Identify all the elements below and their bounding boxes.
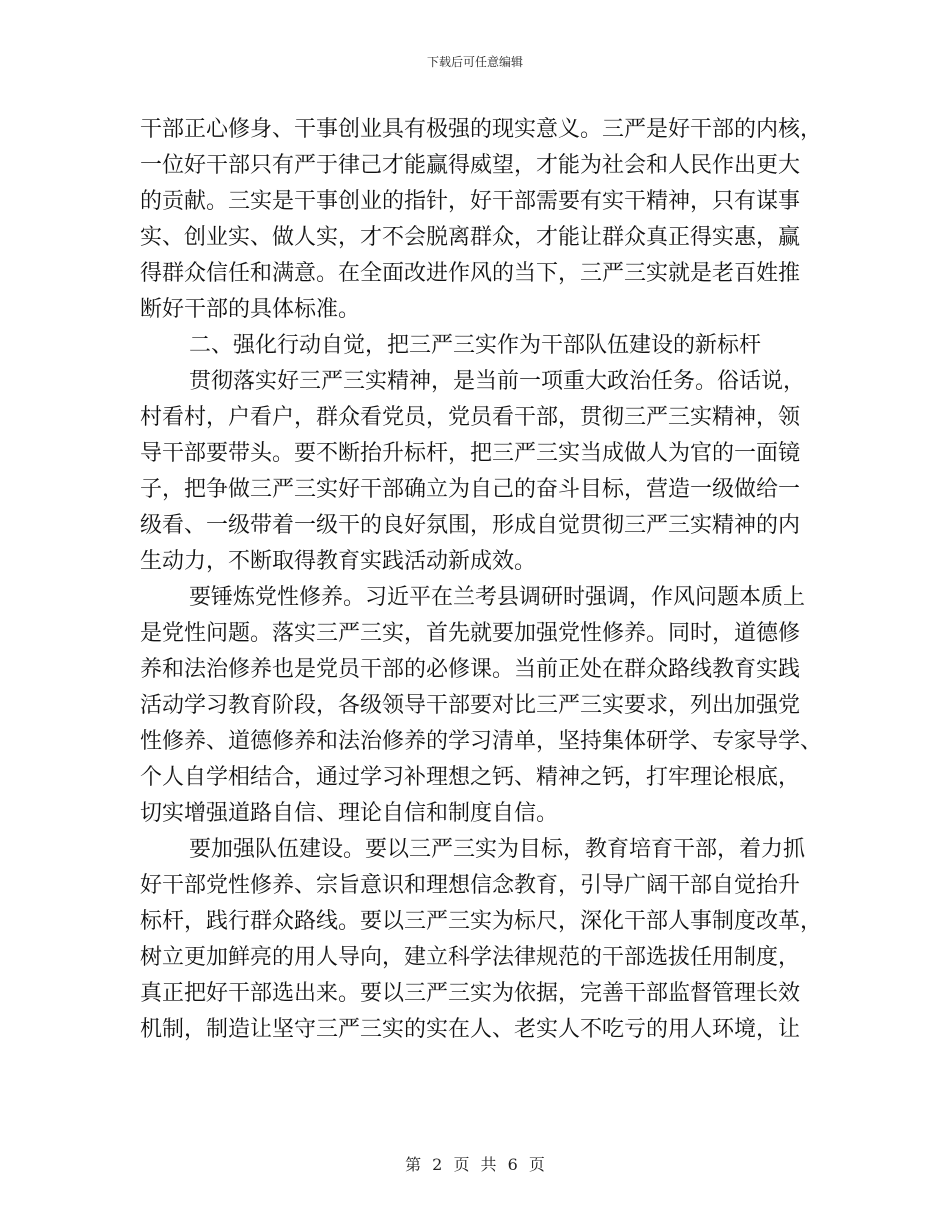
- text-line: 贯彻落实好三严三实精神，是当前一项重大政治任务。俗话说，: [189, 369, 806, 394]
- text-line: 要加强队伍建设。要以三严三实为目标，教育培育干部，着力抓: [189, 837, 806, 862]
- text-line: 性修养、道德修养和法治修养的学习清单，坚持集体研学、专家导学、: [140, 729, 823, 754]
- text-line: 机制，制造让坚守三严三实的实在人、老实人不吃亏的用人环境，让: [140, 1017, 801, 1042]
- text-line: 好干部党性修养、宗旨意识和理想信念教育，引导广阔干部自觉抬升: [140, 873, 801, 898]
- page-number-footer: 第 2 页 共 6 页: [405, 1155, 545, 1174]
- text-line: 树立更加鲜亮的用人导向，建立科学法律规范的干部选拔任用制度，: [140, 945, 801, 970]
- text-line: 真正把好干部选出来。要以三严三实为依据，完善干部监督管理长效: [140, 981, 801, 1006]
- text-line: 级看、一级带着一级干的良好氛围，形成自觉贯彻三严三实精神的内: [140, 513, 801, 538]
- section-heading: 二、强化行动自觉，把三严三实作为干部队伍建设的新标杆: [189, 333, 762, 358]
- text-line: 是党性问题。落实三严三实，首先就要加强党性修养。同时，道德修: [140, 621, 801, 646]
- text-line: 子，把争做三严三实好干部确立为自己的奋斗目标，营造一级做给一: [140, 477, 801, 502]
- text-line: 养和法治修养也是党员干部的必修课。当前正处在群众路线教育实践: [140, 657, 801, 682]
- text-line: 标杆，践行群众路线。要以三严三实为标尺，深化干部人事制度改革，: [140, 909, 823, 934]
- text-line: 得群众信任和满意。在全面改进作风的当下，三严三实就是老百姓推: [140, 261, 801, 286]
- text-line: 要锤炼党性修养。习近平在兰考县调研时强调，作风问题本质上: [189, 585, 806, 610]
- text-line: 的贡献。三实是干事创业的指针，好干部需要有实干精神，只有谋事: [140, 189, 801, 214]
- text-line: 生动力，不断取得教育实践活动新成效。: [140, 549, 537, 574]
- text-line: 活动学习教育阶段，各级领导干部要对比三严三实要求，列出加强党: [140, 693, 801, 718]
- text-line: 一位好干部只有严于律己才能赢得威望，才能为社会和人民作出更大: [140, 153, 801, 178]
- text-line: 断好干部的具体标准。: [140, 297, 361, 322]
- text-line: 个人自学相结合，通过学习补理想之钙、精神之钙，打牢理论根底，: [140, 765, 801, 790]
- text-line: 导干部要带头。要不断抬升标杆，把三严三实当成做人为官的一面镜: [140, 441, 801, 466]
- text-line: 干部正心修身、干事创业具有极强的现实意义。三严是好干部的内核，: [140, 117, 823, 142]
- text-line: 切实增强道路自信、理论自信和制度自信。: [140, 801, 559, 826]
- text-line: 实、创业实、做人实，才不会脱离群众，才能让群众真正得实惠，赢: [140, 225, 801, 250]
- page-header: 下载后可任意编辑: [426, 55, 523, 69]
- text-line: 村看村，户看户，群众看党员，党员看干部，贯彻三严三实精神，领: [140, 405, 801, 430]
- document-body: [140, 112, 823, 1048]
